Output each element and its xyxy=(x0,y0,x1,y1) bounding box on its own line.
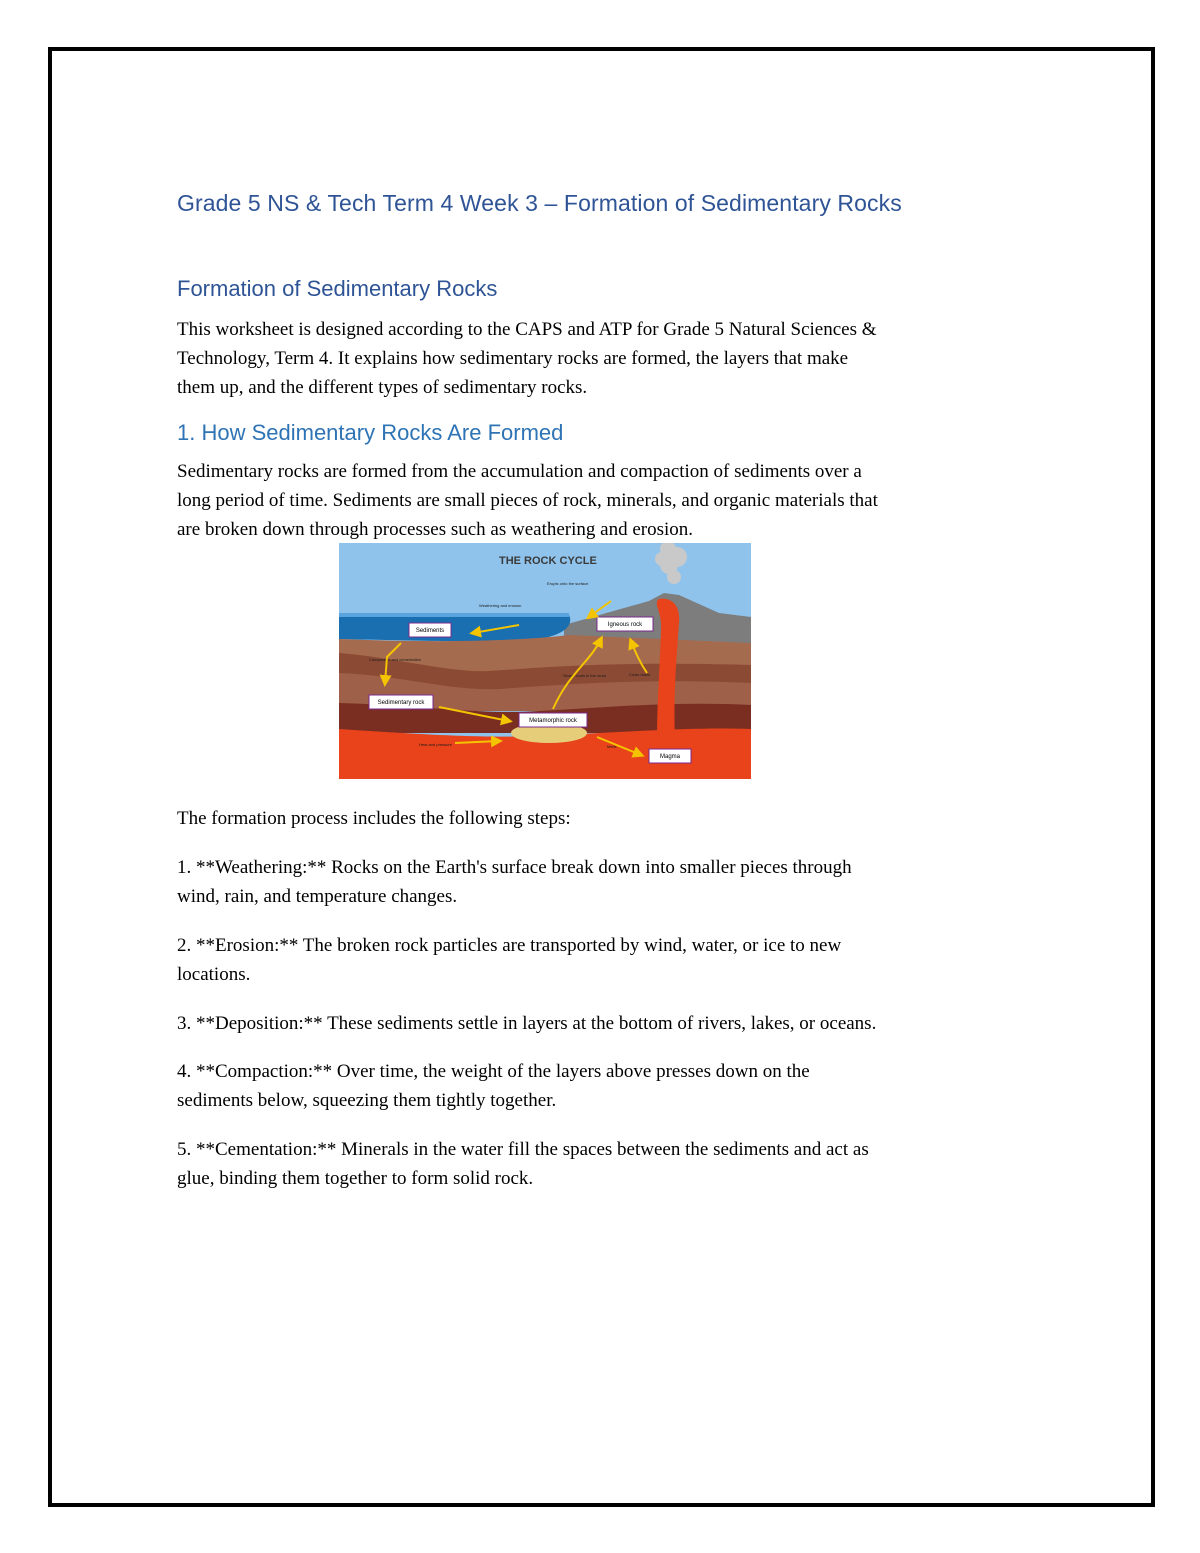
step-line: 4. **Compaction:** Over time, the weight of the layers above presses down on the xyxy=(177,1061,810,1082)
sedimentary-label: Sedimentary rock xyxy=(377,700,425,706)
melts-caption: Melts xyxy=(607,744,617,749)
step-item xyxy=(177,931,1037,989)
slowly-cools-caption: Slowly cools in the crust xyxy=(563,673,606,678)
step-line: wind, rain, and temperature changes. xyxy=(177,886,458,907)
step-item xyxy=(177,1135,1037,1193)
step-line: 2. **Erosion:** The broken rock particles are transported by wind, water, or ice to new xyxy=(177,935,842,956)
intro-line: This worksheet is designed according to the CAPS and ATP for Grade 5 Natural Sciences & xyxy=(177,319,877,340)
step-line: 5. **Cementation:** Minerals in the water fill the spaces between the sediments and act as xyxy=(177,1139,869,1160)
step-item xyxy=(177,853,1037,911)
heat-caption: Heat and pressure xyxy=(419,742,452,747)
step-line: locations. xyxy=(177,964,251,985)
step-line: 1. **Weathering:** Rocks on the Earth's surface break down into smaller pieces through xyxy=(177,857,852,878)
steps-intro: The formation process includes the following steps: xyxy=(177,808,571,829)
magma-label: Magma xyxy=(659,754,681,760)
intro-line: Technology, Term 4. It explains how sedimentary rocks are formed, the layers that make xyxy=(177,348,849,369)
diagram-title: THE ROCK CYCLE xyxy=(499,555,597,567)
ocean xyxy=(339,615,570,641)
step-line: 3. **Deposition:** These sediments settle in layers at the bottom of rivers, lakes, or oceans. xyxy=(177,1013,877,1034)
rock-cycle-figure xyxy=(339,543,751,779)
step-line: sediments below, squeezing them tightly together. xyxy=(177,1090,557,1111)
surface-caption: Erupts onto the surface xyxy=(547,581,589,586)
sediments-label: Sediments xyxy=(415,628,445,634)
igneous-label: Igneous rock xyxy=(607,622,643,628)
intro-paragraph xyxy=(177,315,1037,402)
how-formed-line: are broken down through processes such as weathering and erosion. xyxy=(177,519,694,540)
rock-cycle-diagram xyxy=(339,543,751,779)
how-formed-paragraph xyxy=(177,457,1037,544)
page-title: Grade 5 NS & Tech Term 4 Week 3 – Formation of Sedimentary Rocks xyxy=(177,190,902,216)
intro-line: them up, and the different types of sedimentary rocks. xyxy=(177,377,588,398)
section-heading-how-formed: 1. How Sedimentary Rocks Are Formed xyxy=(177,420,564,445)
how-formed-line: long period of time. Sediments are small pieces of rock, minerals, and organic materials that xyxy=(177,490,878,511)
step-item xyxy=(177,1057,1037,1115)
step-line: glue, binding them together to form solid rock. xyxy=(177,1168,534,1189)
cools-caption: Cools down xyxy=(629,672,650,677)
section-heading-formation: Formation of Sedimentary Rocks xyxy=(177,276,498,301)
compaction-caption: Compaction and cementation xyxy=(369,657,422,662)
weathering-caption: Weathering and erosion xyxy=(479,603,522,608)
metamorphic-label: Metamorphic rock xyxy=(529,718,577,724)
step-item xyxy=(177,1009,1037,1038)
how-formed-line: Sedimentary rocks are formed from the accumulation and compaction of sediments over a xyxy=(177,461,862,482)
